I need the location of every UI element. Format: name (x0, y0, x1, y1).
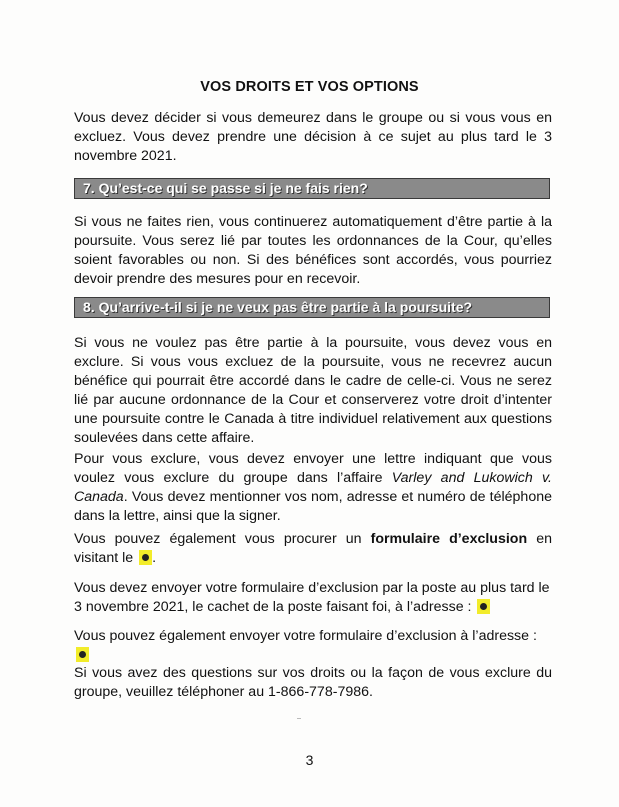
paragraph-2-text-a: Pour vous exclure, vous devez envoyer une lettre indiquant que vous voulez vous exclure du groupe dans l’affaire (74, 451, 552, 486)
section-8-paragraph-4 (74, 579, 552, 617)
section-8-paragraph-1: Si vous ne voulez pas être partie à la poursuite, vous devez vous en exclure. Si vous vous excluez de la poursuite, vous ne recevrez aucun bénéfice qui pourrait être accordé dans le cadre de celle-ci. Vous ne serez lié par aucune ordonnance de la Cour et conserverez votre droit d’intenter une poursuite contre le Canada à titre individuel relativement aux questions soulevées dans cette affaire. (74, 335, 552, 446)
scan-speck (297, 718, 301, 719)
section-7-heading: 7. Qu’est-ce qui se passe si je ne fais rien? (74, 178, 550, 199)
section-8-paragraph-6: Si vous avez des questions sur vos droits ou la façon de vous exclure du groupe, veuillez téléphoner au 1-866-778-7986. (74, 665, 552, 700)
section-8-paragraph-5 (74, 627, 552, 665)
email-address-placeholder-marker (76, 647, 89, 662)
section-8-paragraph-3 (74, 530, 552, 568)
paragraph-5-text: Vous pouvez également envoyer votre formulaire d’exclusion à l’adresse : (74, 628, 537, 644)
paragraph-3-end: . (152, 550, 157, 566)
section-7-body: Si vous ne faites rien, vous continuerez automatiquement d’être partie à la poursuite. Vous serez lié par toutes les ordonnances de la Cour, qu’elles soient favorables ou non. Si des bénéfices sont accordés, vous pourriez devoir prendre des mesures pour en recevoir. (74, 214, 552, 287)
case-name: Varley and Lukowich v. Canada (74, 470, 552, 505)
website-placeholder-marker (139, 550, 152, 565)
page-title: VOS DROITS ET VOS OPTIONS (200, 79, 419, 95)
page-number: 3 (305, 752, 314, 768)
paragraph-3-text-a: Vous pouvez également vous procurer un (74, 531, 371, 547)
section-8-paragraph-2 (74, 450, 552, 526)
intro-paragraph: Vous devez décider si vous demeurez dans le groupe ou si vous vous en excluez. Vous devez prendre une décision à ce sujet au plus tard le 3 novembre 2021. (74, 110, 552, 164)
paragraph-4-text: Vous devez envoyer votre formulaire d’exclusion par la poste au plus tard le 3 novembre 2021, le cachet de la poste faisant foi, à l’adresse : (74, 580, 550, 615)
paragraph-2-text-b: . Vous devez mentionner vos nom, adresse et numéro de téléphone dans la lettre, ainsi que la signer. (74, 489, 552, 524)
paragraph-3-text-b: en visitant le (74, 531, 552, 566)
section-8-heading: 8. Qu’arrive-t-il si je ne veux pas être partie à la poursuite? (74, 297, 550, 318)
exclusion-form-term: formulaire d’exclusion (370, 531, 528, 547)
mail-address-placeholder-marker (477, 599, 490, 614)
